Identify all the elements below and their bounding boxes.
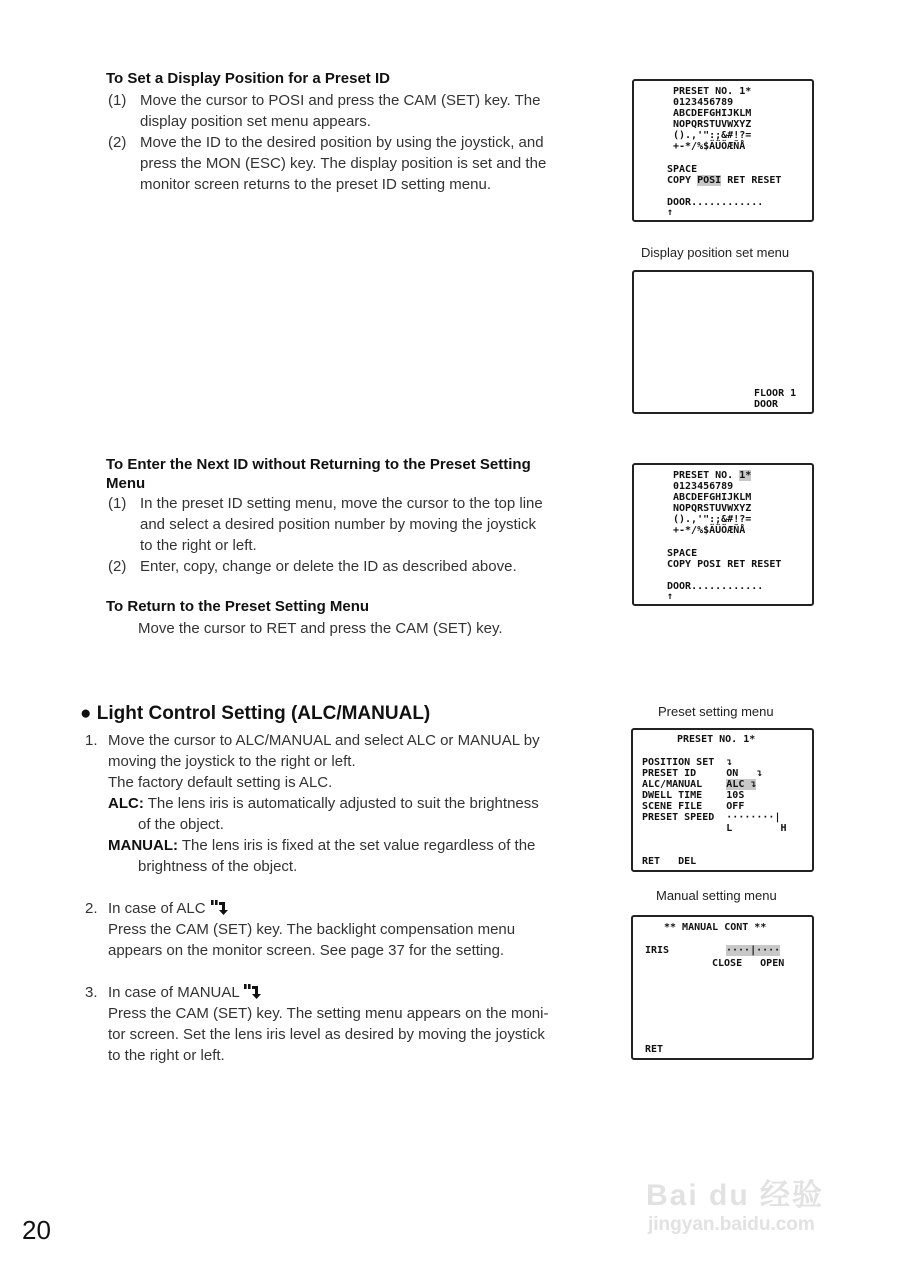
list-item — [80, 898, 580, 961]
item-text: appears on the monitor screen. See page 37 for the setting. — [108, 942, 505, 959]
screen-line: DWELL TIME 10S — [642, 790, 745, 801]
screen-line: SCENE FILE OFF — [642, 801, 745, 812]
item-text: moving the joystick to the right or left. — [108, 753, 356, 770]
screen-title: ** MANUAL CONT ** — [664, 922, 767, 933]
item-text: Press the CAM (SET) key. The setting menu appears on the moni- — [108, 1005, 549, 1022]
screen-line: 0123456789 — [673, 481, 734, 492]
manual-label: MANUAL: — [108, 837, 178, 854]
item-text: and select a desired position number by moving the joystick — [140, 516, 537, 533]
close-open-labels: CLOSE OPEN — [712, 958, 785, 969]
list-item — [108, 556, 583, 577]
preset-no-value-highlighted: 1* — [739, 470, 752, 481]
screen-footer: RET — [645, 1044, 664, 1055]
screen-line: POSITION SET ↴ — [642, 757, 733, 768]
monitor-screen-preset-id — [632, 79, 814, 222]
caption-manual-setting-menu: Manual setting menu — [656, 888, 777, 903]
light-control-heading — [80, 703, 430, 725]
caption-preset-setting-menu: Preset setting menu — [658, 704, 774, 719]
item-text: Move the cursor to ALC/MANUAL and select ALC or MANUAL by — [108, 732, 540, 749]
item-number: (1) — [108, 495, 127, 512]
section-title-return: To Return to the Preset Setting Menu — [106, 598, 370, 615]
item-number: (2) — [108, 134, 127, 151]
item-text — [108, 898, 580, 919]
item-number: 2. — [85, 900, 98, 917]
item-text: The factory default setting is ALC. — [108, 774, 333, 791]
screen-line: PRESET SPEED ········| — [642, 812, 781, 823]
bullet-icon: ● — [80, 703, 92, 724]
alc-value-highlighted: ALC ↴ — [726, 779, 757, 790]
item-text: The lens iris is fixed at the set value regardless of the — [177, 837, 536, 854]
item-text: tor screen. Set the lens iris level as desired by moving the joystick — [108, 1026, 545, 1043]
title-line: To Enter the Next ID without Returning to the Preset Setting — [106, 456, 531, 473]
item-text: of the object. — [138, 816, 224, 833]
item-number: (1) — [108, 92, 127, 109]
item-text: press the MON (ESC) key. The display position is set and the — [140, 155, 547, 172]
screen-line: ().,'":;&#!?= — [673, 130, 752, 141]
screen-line: PRESET NO. 1* — [673, 86, 752, 97]
section-title-next-id — [106, 455, 586, 493]
item-text — [108, 982, 580, 1003]
screen-line: +-*/%$ÄÜÖÆÑÅ — [673, 525, 746, 536]
item-text: Press the CAM (SET) key. The backlight compensation menu — [108, 921, 516, 938]
screen-line: SPACE — [667, 164, 698, 175]
item-text: In the preset ID setting menu, move the cursor to the top line — [140, 495, 543, 512]
screen-line: NOPQRSTUVWXYZ — [673, 503, 752, 514]
item-text: display position set menu appears. — [140, 113, 371, 130]
item-text: Enter, copy, change or delete the ID as described above. — [140, 558, 517, 575]
list-item — [108, 90, 583, 132]
screen-line: 0123456789 — [673, 97, 734, 108]
monitor-screen-display-position — [632, 270, 814, 414]
alc-label: ALC: — [108, 795, 144, 812]
monitor-screen-preset-id-top-line — [632, 463, 814, 606]
section-body-return: Move the cursor to RET and press the CAM (SET) key. — [138, 620, 503, 637]
screen-line: +-*/%$ÄÜÖÆÑÅ — [673, 141, 746, 152]
item-text: In case of ALC — [108, 900, 206, 917]
item-text: Move the ID to the desired position by using the joystick, and — [140, 134, 544, 151]
screen-line — [642, 779, 756, 790]
item-text: The lens iris is automatically adjusted to suit the brightness — [143, 795, 539, 812]
turn-arrow-icon — [210, 899, 230, 915]
screen-line: DOOR — [754, 399, 779, 410]
screen-line: ().,'":;&#!?= — [673, 514, 752, 525]
screen-footer: RET DEL — [642, 856, 697, 867]
caption-display-position-menu: Display position set menu — [641, 245, 790, 260]
iris-label: IRIS — [645, 945, 670, 956]
manual-description — [108, 835, 580, 856]
item-text: to the right or left. — [140, 537, 257, 554]
light-control-title: Light Control Setting (ALC/MANUAL) — [96, 703, 431, 724]
item-text: In case of MANUAL — [108, 984, 240, 1001]
watermark-url: jingyan.baidu.com — [648, 1214, 815, 1235]
screen-line: SPACE — [667, 548, 698, 559]
list-item — [80, 982, 580, 1066]
screen-line: COPY POSI RET RESET — [667, 559, 782, 570]
turn-arrow-icon — [243, 983, 263, 999]
cursor-arrow-icon: ↑ — [667, 207, 674, 218]
screen-line: ABCDEFGHIJKLM — [673, 492, 752, 503]
cursor-arrow-icon: ↑ — [667, 591, 674, 602]
monitor-screen-preset-setting — [631, 728, 814, 872]
item-number: 3. — [85, 984, 98, 1001]
screen-line: NOPQRSTUVWXYZ — [673, 119, 752, 130]
list-item — [108, 132, 583, 195]
title-line: Menu — [106, 475, 146, 492]
screen-title: PRESET NO. 1* — [677, 734, 756, 745]
alc-manual-label: ALC/MANUAL — [642, 779, 727, 790]
ret-reset-options: RET RESET — [727, 175, 782, 186]
screen-line: DOOR............ — [667, 197, 764, 208]
section-title-display-position: To Set a Display Position for a Preset ID — [106, 70, 390, 87]
section-body-next-id — [108, 493, 583, 577]
preset-no-label: PRESET NO. — [673, 470, 740, 481]
screen-line: FLOOR 1 — [754, 388, 797, 399]
list-item — [108, 493, 583, 556]
screen-line — [667, 175, 781, 186]
screen-line: ABCDEFGHIJKLM — [673, 108, 752, 119]
copy-option: COPY — [667, 175, 692, 186]
item-text: to the right or left. — [108, 1047, 225, 1064]
monitor-screen-manual-setting — [631, 915, 814, 1060]
light-control-body — [80, 730, 580, 1066]
list-item — [80, 730, 580, 877]
page-number: 20 — [22, 1215, 51, 1245]
section-body-display-position — [108, 90, 583, 195]
alc-description — [108, 793, 580, 814]
item-text: Move the cursor to POSI and press the CAM (SET) key. The — [140, 92, 541, 109]
item-text: brightness of the object. — [138, 858, 298, 875]
screen-line: L H — [642, 823, 787, 834]
screen-line: DOOR............ — [667, 581, 764, 592]
screen-line — [673, 470, 751, 481]
posi-option-highlighted: POSI — [697, 175, 722, 186]
item-text: monitor screen returns to the preset ID setting menu. — [140, 176, 491, 193]
item-number: (2) — [108, 558, 127, 575]
item-number: 1. — [85, 732, 98, 749]
screen-line: PRESET ID ON ↴ — [642, 768, 763, 779]
iris-level-bar: ····|···· — [726, 945, 781, 956]
watermark-logo: Bai du 经验 — [646, 1179, 825, 1212]
